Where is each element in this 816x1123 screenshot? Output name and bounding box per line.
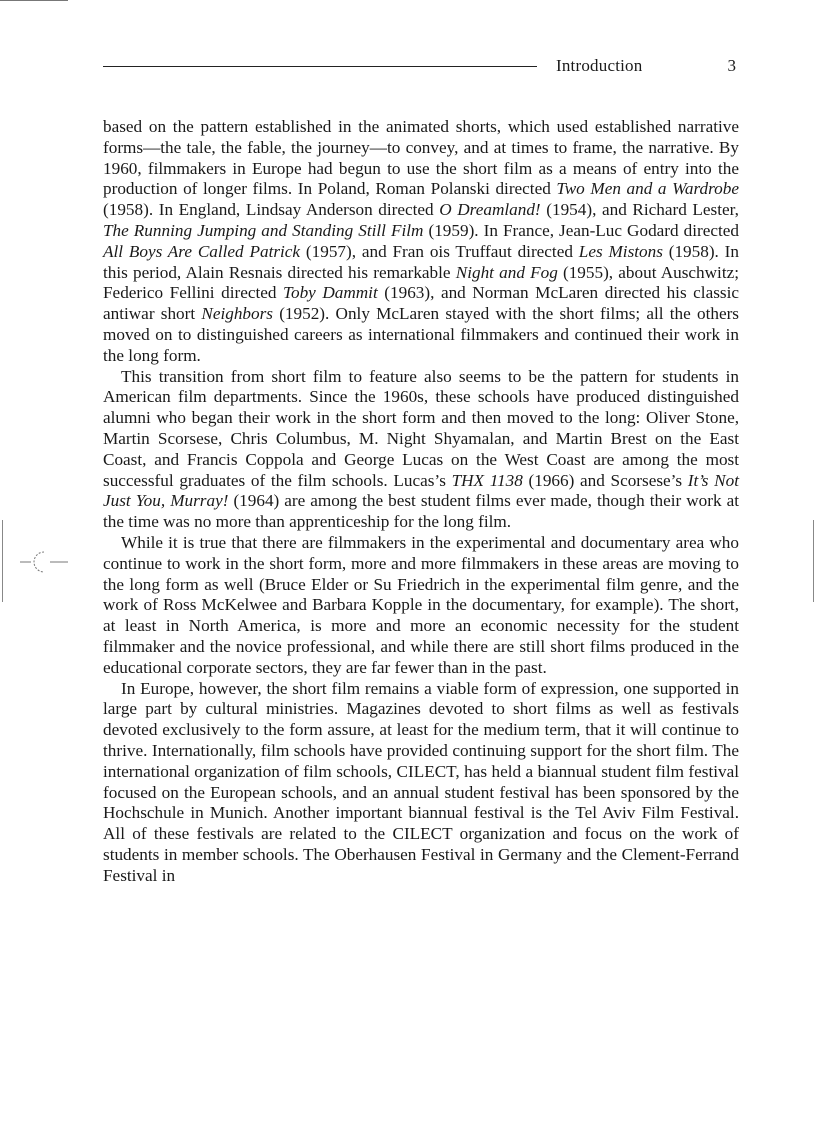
film-title: O Dreamland! xyxy=(439,200,541,220)
film-title: Neighbors xyxy=(201,304,273,324)
paragraph xyxy=(103,679,739,887)
film-title: Night and Fog xyxy=(455,262,558,282)
running-title: Introduction xyxy=(556,56,643,75)
text-run: (1958). In this period, Alain Resnais directed his remarkable xyxy=(103,241,740,282)
text-run: (1959). In France, Jean-Luc Godard directed xyxy=(423,220,739,240)
text-run: (1958). In England, Lindsay Anderson directed xyxy=(103,200,440,220)
text-run: (1955), about Auschwitz; Federico Fellini directed xyxy=(103,262,739,303)
text-run: (1964) are among the best student films ever made, though their work at the time was no more than apprenticeship for the long film. xyxy=(103,491,740,532)
film-title: The Running Jumping and Standing Still Film xyxy=(103,220,424,240)
text-run: (1952). Only McLaren stayed with the short films; all the others moved on to distinguished careers as international filmmakers and continued their work in the long form. xyxy=(103,304,739,365)
film-title: All Boys Are Called Patrick xyxy=(103,241,301,261)
text-run: In Europe, however, the short film remains a viable form of expression, one supported in large part by cultural ministries. Magazines devoted to short films as well as festivals devoted exclusively to the form assure, at least for the medium term, that it will continue to thrive. Internationally, film schools have provided continuing support for the short film. The international organization of film schools, CILECT, has held a biannual student film festival focused on the European schools, and an annual student festival has been sponsored by the Hochschule in Munich. Another important biannual festival is the Tel Aviv Film Festival. All of these festivals are related to the CILECT organization and focus on the work of students in member schools. The Oberhausen Festival in Germany and the Clement-Ferrand Festival in xyxy=(103,678,739,885)
text-run: based on the pattern established in the animated shorts, which used established narrative forms—the tale, the fable, the journey—to convey, and at times to frame, the narrative. By 1960, filmmakers in Europe had begun to use the short film as a means of entry into the production of longer films. In Poland, Roman Polanski directed xyxy=(103,117,739,199)
film-title: THX 1138 xyxy=(451,470,523,490)
text-run: (1954), and Richard Lester, xyxy=(540,200,739,220)
film-title: It’s Not Just You, Murray! xyxy=(103,470,740,511)
text-run: (1966) and Scorsese’s xyxy=(522,470,688,490)
paragraph xyxy=(103,533,739,679)
paragraph xyxy=(103,117,739,367)
running-header xyxy=(103,56,739,78)
film-title: Les Mistons xyxy=(578,241,663,261)
crop-mark-left xyxy=(2,520,3,602)
text-run: (1957), and Fran ois Truffaut directed xyxy=(300,241,579,261)
text-run: While it is true that there are filmmakers in the experimental and documentary area who continue to work in the short form, more and more filmmakers in these areas are moving to the long form as well (Bruce Elder or Su Friedrich in the experimental film genre, and the work of Ross McKelwee and Barbara Kopple in the documentary, for example). The short, at least in North America, is more and more an economic necessity for the student filmmaker and the novice professional, and while there are still short films produced in the educational corporate sectors, they are far fewer than in the past. xyxy=(103,532,739,677)
crop-mark-right xyxy=(813,520,814,602)
paragraph xyxy=(103,367,739,533)
film-title: Toby Dammit xyxy=(283,283,378,303)
header-rule xyxy=(103,66,537,67)
body-text xyxy=(103,117,739,886)
text-run: (1963), and Norman McLaren directed his classic antiwar short xyxy=(103,283,739,324)
page-number: 3 xyxy=(727,56,736,75)
text-run: This transition from short film to feature also seems to be the pattern for students in American film departments. Since the 1960s, these schools have produced distinguished alumni who began their work in the short form and then moved to the long: Oliver Stone, Martin Scorsese, Chris Columbus, M. Night Shyamalan, and Martin Brest on the East Coast, and Francis Coppola and George Lucas on the West Coast are among the most successful graduates of the film schools. Lucas’s xyxy=(103,366,739,490)
crop-mark-top xyxy=(0,0,68,1)
registration-mark-icon xyxy=(20,549,68,575)
film-title: Two Men and a Wardrobe xyxy=(556,179,739,199)
